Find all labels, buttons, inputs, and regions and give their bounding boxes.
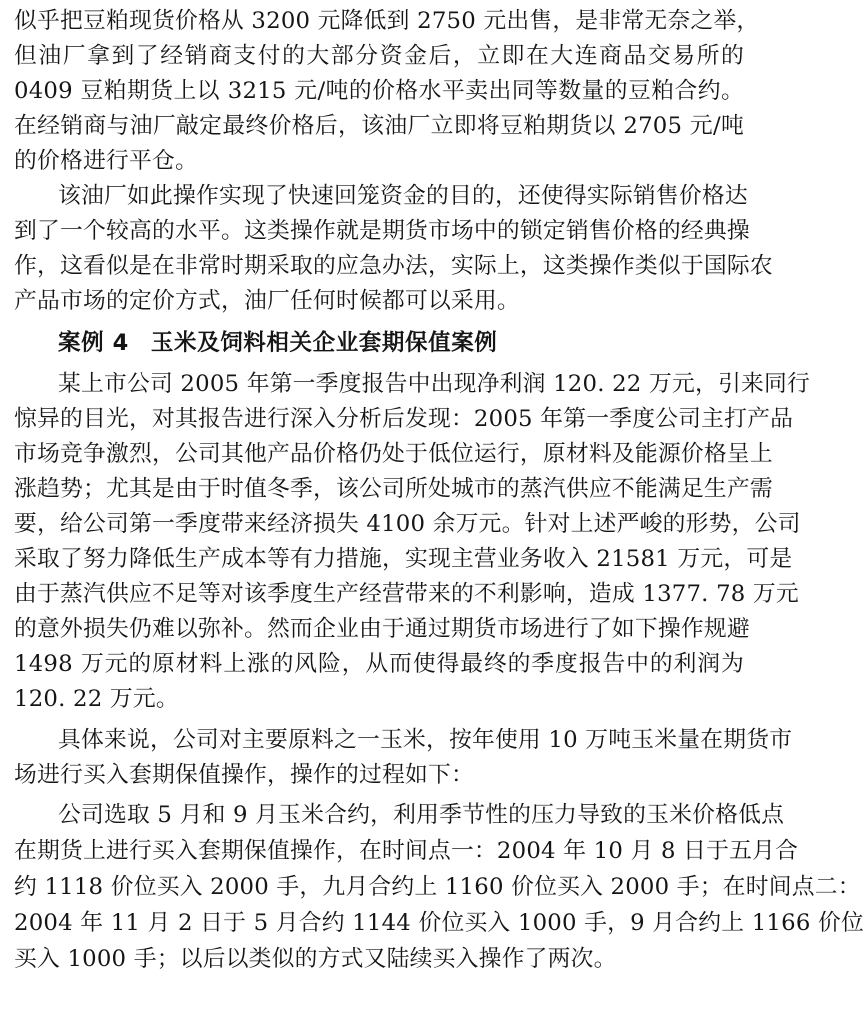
text-line: 似乎把豆粕现货价格从 3200 元降低到 2750 元出售，是非常无奈之举， <box>14 8 760 34</box>
text-line: 惊异的目光，对其报告进行深入分析后发现：2005 年第一季度公司主打产品 <box>14 406 794 432</box>
text-line: 但油厂拿到了经销商支付的大部分资金后，立即在大连商品交易所的 <box>14 43 744 69</box>
text-line: 的价格进行平仓。 <box>14 148 198 174</box>
text-line: 作，这看似是在非常时期采取的应急办法，实际上，这类操作类似于国际农 <box>14 253 773 279</box>
text-line: 0409 豆粕期货上以 3215 元/吨的价格水平卖出同等数量的豆粕合约。 <box>14 78 744 104</box>
text-line: 场进行买入套期保值操作，操作的过程如下： <box>14 762 474 788</box>
section-heading <box>58 328 744 358</box>
text-line: 买入 1000 手；以后以类似的方式又陆续买入操作了两次。 <box>14 946 617 972</box>
text-line: 具体来说，公司对主要原料之一玉米，按年使用 10 万吨玉米量在期货市 <box>58 727 793 753</box>
text-line: 产品市场的定价方式，油厂任何时候都可以采用。 <box>14 288 520 314</box>
text-line: 公司选取 5 月和 9 月玉米合约，利用季节性的压力导致的玉米价格低点 <box>58 802 785 828</box>
text-line: 涨趋势；尤其是由于时值冬季，该公司所处城市的蒸汽供应不能满足生产需 <box>14 476 773 502</box>
text-line: 市场竞争激烈，公司其他产品价格仍处于低位运行，原材料及能源价格呈上 <box>14 441 773 467</box>
text-line: 要，给公司第一季度带来经济损失 4100 余万元。针对上述严峻的形势，公司 <box>14 511 801 537</box>
text-line: 在期货上进行买入套期保值操作，在时间点一：2004 年 10 月 8 日于五月合 <box>14 838 799 864</box>
case-title: 玉米及饲料相关企业套期保值案例 <box>150 330 498 356</box>
text-line: 该油厂如此操作实现了快速回笼资金的目的，还使得实际销售价格达 <box>58 183 748 209</box>
text-line: 某上市公司 2005 年第一季度报告中出现净利润 120. 22 万元，引来同行 <box>58 371 810 397</box>
text-line: 120. 22 万元。 <box>14 686 179 712</box>
text-line: 由于蒸汽供应不足等对该季度生产经营带来的不利影响，造成 1377. 78 万元 <box>14 581 799 607</box>
text-line: 2004 年 11 月 2 日于 5 月合约 1144 价位买入 1000 手，9 月合约上 1166 价位 <box>14 910 864 936</box>
text-line: 的意外损失仍难以弥补。然而企业由于通过期货市场进行了如下操作规避 <box>14 616 750 642</box>
text-line: 到了一个较高的水平。这类操作就是期货市场中的锁定销售价格的经典操 <box>14 218 750 244</box>
text-line: 约 1118 价位买入 2000 手，九月合约上 1160 价位买入 2000 手；在时间点二： <box>14 874 861 900</box>
text-line: 在经销商与油厂敲定最终价格后，该油厂立即将豆粕期货以 2705 元/吨 <box>14 113 744 139</box>
text-line: 采取了努力降低生产成本等有力措施，实现主营业务收入 21581 万元，可是 <box>14 546 793 572</box>
case-number: 案例 4 <box>58 330 129 356</box>
text-line: 1498 万元的原材料上涨的风险，从而使得最终的季度报告中的利润为 <box>14 651 744 677</box>
